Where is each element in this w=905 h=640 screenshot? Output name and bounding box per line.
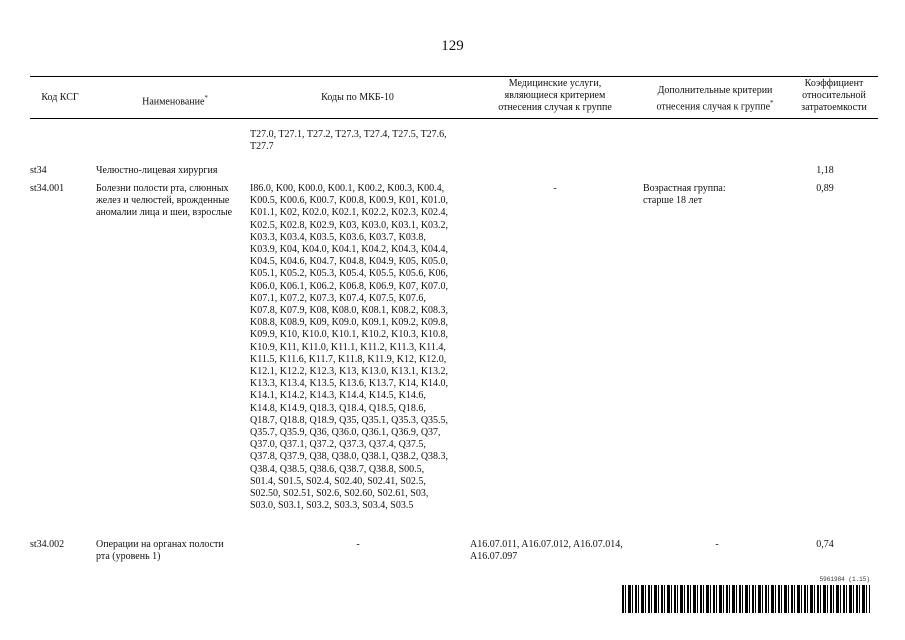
icd-line: K10.9, K11, K11.0, K11.1, K11.2, K11.3, K11.4, — [250, 341, 446, 353]
row-name-line: Операции на органах полости — [96, 539, 224, 550]
header-services-line: Медицинские услуги, — [508, 78, 602, 89]
icd-line: K11.5, K11.6, K11.7, K11.8, K11.9, K12, K12.0, — [250, 353, 447, 365]
row-name-line: аномалии лица и шеи, взрослые — [96, 207, 233, 219]
header-services-line: отнесения случая к группе — [498, 102, 612, 113]
icd-line: K07.1, K07.2, K07.3, K07.4, K07.5, K07.6, — [250, 292, 426, 304]
row-icd-dash: - — [356, 539, 360, 550]
row-services: - — [553, 183, 557, 194]
page-number: 129 — [441, 38, 464, 54]
row-coef: 0,74 — [816, 539, 834, 550]
header-extra-line2: отнесения случая к группе — [656, 101, 771, 113]
header-extra — [640, 85, 790, 113]
icd-line: I86.0, K00, K00.0, K00.1, K00.2, K00.3, K00.4, — [250, 183, 445, 194]
icd-line: K02.5, K02.8, K02.9, K03, K03.0, K03.1, K03.2, — [250, 219, 449, 231]
icd-line: K03.3, K03.4, K03.5, K03.6, K03.7, K03.8, — [250, 231, 426, 243]
row-coef: 0,89 — [816, 183, 834, 194]
icd-line: Q37.8, Q37.9, Q38, Q38.0, Q38.1, Q38.2, Q38.3, — [250, 451, 449, 463]
row-extra-line: Возрастная группа: — [643, 183, 726, 194]
row-name — [96, 183, 246, 220]
row-name-line: рта (уровень 1) — [96, 551, 161, 563]
header-icd: Коды по МКБ-10 — [321, 92, 394, 103]
header-services — [465, 78, 645, 114]
icd-line: Q18.7, Q18.8, Q18.9, Q35, Q35.1, Q35.3, Q35.5, — [250, 414, 449, 426]
row-extra — [643, 183, 783, 207]
icd-line: T27.7 — [250, 141, 274, 153]
row-name: Челюстно-лицевая хирургия — [96, 165, 218, 176]
header-coef-line: относительной — [802, 90, 866, 101]
barcode-block — [622, 576, 870, 614]
icd-line: K09.9, K10, K10.0, K10.1, K10.2, K10.3, K10.8, — [250, 329, 449, 341]
row-extra: - — [715, 539, 719, 550]
icd-line: K07.8, K07.9, K08, K08.0, K08.1, K08.2, K08.3, — [250, 305, 449, 317]
icd-line: K05.1, K05.2, K05.3, K05.4, K05.5, K05.6, K06, — [250, 268, 449, 280]
row-name — [96, 539, 246, 563]
header-coef-line: затратоемкости — [801, 102, 867, 113]
header-name-text: Наименование — [142, 96, 205, 108]
row-coef: 1,18 — [816, 165, 834, 176]
icd-line: K13.3, K13.4, K13.5, K13.6, K13.7, K14, K14.0, — [250, 378, 449, 390]
icd-line: K04.5, K04.6, K04.7, K04.8, K04.9, K05, K05.0, — [250, 256, 449, 268]
header-name-mark: * — [204, 94, 208, 102]
header-services-line: являющиеся критерием — [504, 90, 606, 101]
continuation-icd — [250, 129, 475, 153]
icd-line: K06.0, K06.1, K06.2, K06.8, K06.9, K07, K07.0, — [250, 280, 449, 292]
header-coef-line: Коэффициент — [804, 78, 864, 89]
row-extra-line: старше 18 лет — [643, 195, 703, 207]
row-code: st34.001 — [30, 183, 65, 194]
icd-line: K14.1, K14.2, K14.3, K14.4, K14.5, K14.6, — [250, 390, 426, 402]
icd-line: K01.1, K02, K02.0, K02.1, K02.2, K02.3, K02.4, — [250, 207, 449, 219]
header-name — [120, 92, 230, 108]
icd-line: K12.1, K12.2, K12.3, K13, K13.0, K13.1, K13.2, — [250, 366, 449, 378]
icd-line: S02.50, S02.51, S02.6, S02.60, S02.61, S03, — [250, 488, 429, 500]
table-header-rule — [30, 118, 878, 119]
icd-line: K08.8, K08.9, K09, K09.0, K09.1, K09.2, K09.8, — [250, 317, 449, 329]
header-extra-mark: * — [770, 99, 774, 107]
icd-line: S01.4, S01.5, S02.4, S02.40, S02.41, S02.5, — [250, 475, 426, 487]
row-services-line: A16.07.097 — [470, 551, 518, 563]
icd-line: Q38.4, Q38.5, Q38.6, Q38.7, Q38.8, S00.5, — [250, 463, 425, 475]
table-top-rule — [30, 76, 878, 77]
barcode-image — [622, 585, 870, 613]
header-extra-line — [640, 97, 790, 113]
row-name-line: Болезни полости рта, слюнных — [96, 183, 229, 194]
icd-line: Q37.0, Q37.1, Q37.2, Q37.3, Q37.4, Q37.5, — [250, 439, 426, 451]
row-name-line: желез и челюстей, врожденные — [96, 195, 230, 207]
row-services-line: A16.07.011, A16.07.012, A16.07.014, — [470, 539, 623, 550]
row-services — [470, 539, 645, 563]
icd-line: K03.9, K04, K04.0, K04.1, K04.2, K04.3, K04.4, — [250, 244, 449, 256]
row-code: st34.002 — [30, 539, 65, 550]
icd-line: Q35.7, Q35.9, Q36, Q36.0, Q36.1, Q36.9, Q37, — [250, 427, 441, 439]
icd-line: T27.0, T27.1, T27.2, T27.3, T27.4, T27.5, T27.6, — [250, 129, 447, 140]
barcode-number: 5961984 (1.15) — [819, 576, 870, 583]
header-extra-line: Дополнительные критерии — [657, 85, 773, 96]
header-code: Код КСГ — [41, 92, 79, 103]
icd-line: K14.8, K14.9, Q18.3, Q18.4, Q18.5, Q18.6, — [250, 402, 426, 414]
row-code: st34 — [30, 165, 47, 176]
icd-line: K00.5, K00.6, K00.7, K00.8, K00.9, K01, K01.0, — [250, 195, 449, 207]
header-coef — [790, 78, 878, 114]
icd-line: S03.0, S03.1, S03.2, S03.3, S03.4, S03.5 — [250, 500, 414, 512]
row-icd-codes — [250, 183, 475, 512]
